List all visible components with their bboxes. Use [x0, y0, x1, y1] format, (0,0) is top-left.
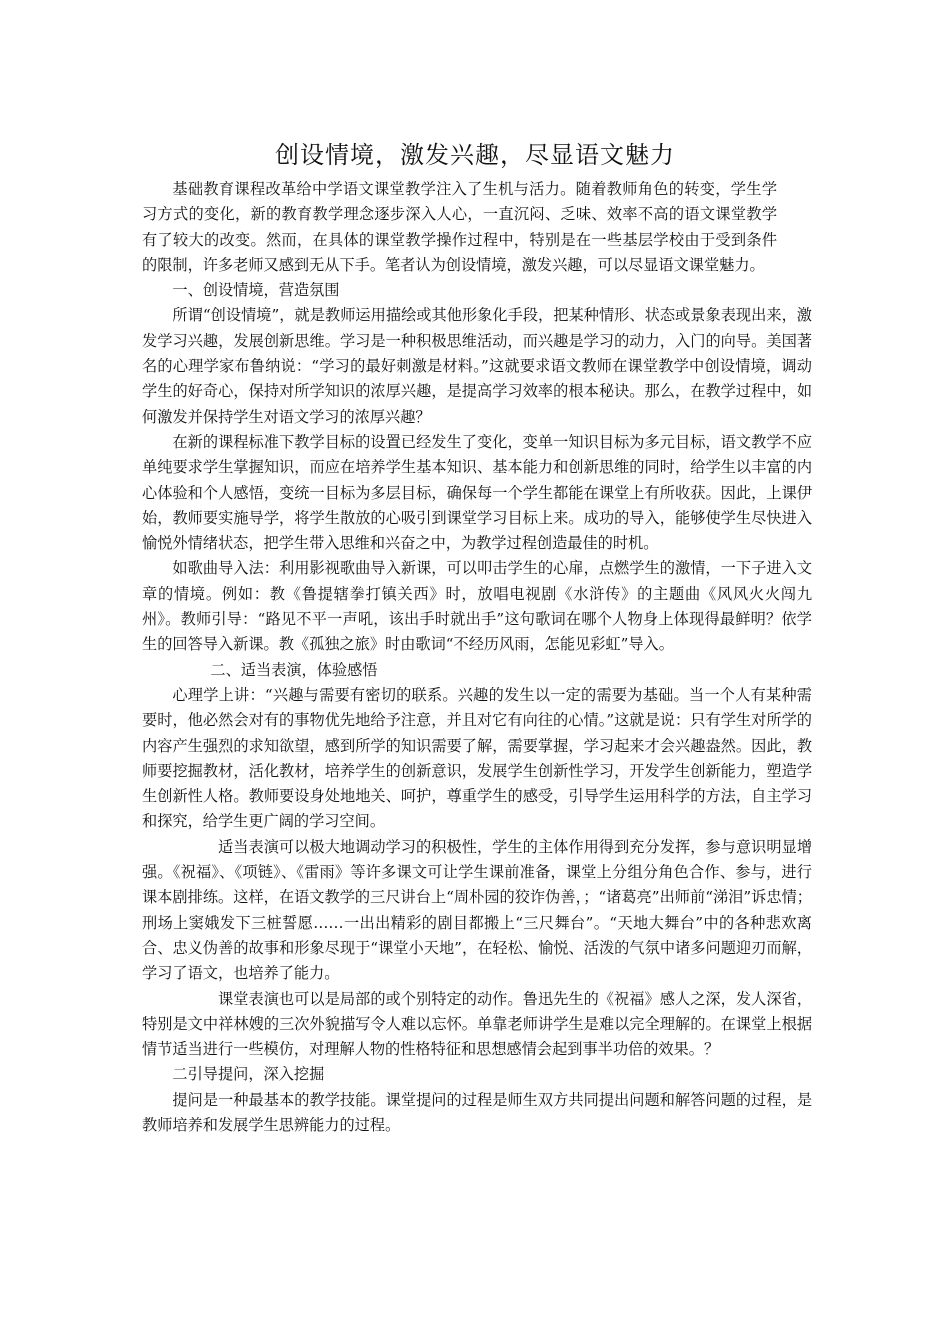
paragraph-intro: 基础教育课程改革给中学语文课堂教学注入了生机与活力。随着教师角色的转变，学生学习方式的变化，新的教育教学理念逐步深入人心，一直沉闷、乏味、效率不高的语文课堂教学有了较大的改变。然而，在具体的课堂教学操作过程中，特别是在一些基层学校由于受到条件的限制，许多老师又感到无从下手。笔者认为创设情境，激发兴趣，可以尽显语文课堂魅力。	[142, 180, 777, 274]
section-heading-3: 二引导提问，深入挖掘	[172, 1065, 325, 1084]
paragraph: 提问是一种最基本的教学技能。课堂提问的过程是师生双方共同提出问题和解答问题的过程，是教师培养和发展学生思辨能力的过程。	[142, 1090, 812, 1134]
paragraph: 课堂表演也可以是局部的或个别特定的动作。鲁迅先生的《祝福》感人之深，发人深省，特别是文中祥林嫂的三次外貌描写令人难以忘怀。单靠老师讲学生是难以完全理解的。在课堂上根据情节适当进行一些模仿，对理解人物的性格特征和思想感情会起到事半功倍的效果。？	[142, 989, 812, 1059]
section-heading-1: 一、创设情境，营造氛围	[172, 281, 340, 300]
paragraph: 在新的课程标准下教学目标的设置已经发生了变化，变单一知识目标为多元目标，语文教学不应单纯要求学生掌握知识，而应在培养学生基本知识、基本能力和创新思维的同时，给学生以丰富的内心体验和个人感悟，变统一目标为多层目标，确保每一个学生都能在课堂上有所收获。因此，上课伊始，教师要实施导学，将学生散放的心吸引到课堂学习目标上来。成功的导入，能够使学生尽快进入愉悦外情绪状态，把学生带入思维和兴奋之中，为教学过程创造最佳的时机。	[142, 432, 812, 553]
paragraph: 心理学上讲：“兴趣与需要有密切的联系。兴趣的发生以一定的需要为基础。当一个人有某种需要时，他必然会对有的事物优先地给予注意，并且对它有向往的心情。”这就是说：只有学生对所学的内容产生强烈的求知欲望，感到所学的知识需要了解，需要掌握，学习起来才会兴趣盎然。因此，教师要挖掘教材，活化教材，培养学生的创新意识，发展学生创新性学习，开发学生创新能力，塑造学生创新性人格。教师要设身处地地关、呵护，尊重学生的感受，引导学生运用科学的方法，自主学习和探究，给学生更广阔的学习空间。	[142, 685, 812, 831]
document-title: 创设情境，激发兴趣，尽显语文魅力	[275, 141, 675, 169]
paragraph: 所谓“创设情境”，就是教师运用描绘或其他形象化手段，把某种情形、状态或景象表现出来，激发学习兴趣，发展创新思维。学习是一种积极思维活动，而兴趣是学习的动力，入门的向导。美国著名的心理学家布鲁纳说：“学习的最好刺激是材料。”这就要求语文教师在课堂教学中创设情境，调动学生的好奇心，保持对所学知识的浓厚兴趣，是提高学习效率的根本秘诀。那么，在教学过程中，如何激发并保持学生对语文学习的浓厚兴趣？	[142, 306, 812, 426]
section-heading-2: 二、适当表演，体验感悟	[210, 660, 378, 679]
paragraph: 适当表演可以极大地调动学习的积极性，学生的主体作用得到充分发挥，参与意识明显增强。《祝福》、《项链》、《雷雨》等许多课文可让学生课前准备，课堂上分组分角色合作、参与，进行课本剧排练。这样，在语文教学的三尺讲台上“周朴园的狡诈伪善，；“诸葛亮”出师前“涕泪”诉忠情；刑场上窦娥发下三桩誓愿……一出出精彩的剧目都搬上“三尺舞台”。“天地大舞台”中的各种悲欢离合、忠义伪善的故事和形象尽现于“课堂小天地”，在轻松、愉悦、活泼的气氛中诸多问题迎刃而解，学习了语文，也培养了能力。	[142, 837, 812, 983]
document-body	[142, 177, 812, 1138]
paragraph: 如歌曲导入法：利用影视歌曲导入新课，可以叩击学生的心扉，点燃学生的激情，一下子进入文章的情境。例如：教《鲁提辖拳打镇关西》时，放唱电视剧《水浒传》的主题曲《风风火火闯九州》。教师引导：“路见不平一声吼，该出手时就出手”这句歌词在哪个人物身上体现得最鲜明？依学生的回答导入新课。教《孤独之旅》时由歌词“不经历风雨，怎能见彩虹”导入。	[142, 559, 812, 654]
